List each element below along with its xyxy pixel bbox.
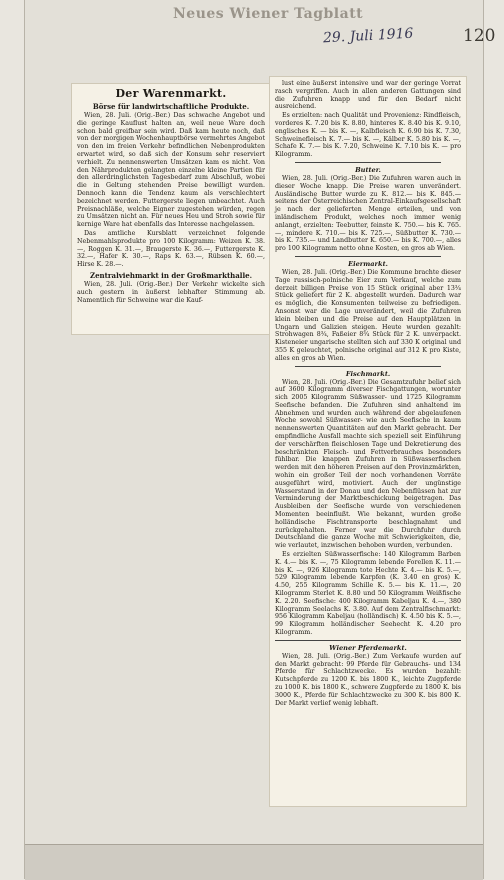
paragraph: Das amtliche Kursblatt verzeichnet folgende Nebenmahlsprodukte pro 100 Kilogramm: Weizen K. 38.—, Roggen K. 31.—, Braugerste K. 36.—, Futtergerste K. 32.—, Hafer K. 30.—, Raps K. 63.—, Rübsen K. 60.—, Hirse K. 28.—.: [77, 229, 265, 269]
paragraph: Wien, 28. Juli. (Orig.-Ber.) Das schwache Angebot und die geringe Kauflust halten an, weil neue Ware doch schon bald greifbar sein wird. Daß kam heute noch, daß von der morgigen Wochenhauptbörse vermehrtes Angebot von den im freien Verkehr befindlichen Nebenprodukten erwartet wird, so daß sich der Konsum sehr reserviert verhielt. Zu nennenswerten Umsätzen kam es nicht. Von den Nährprodukten gelangten einzelne kleine Partien für den allerdringlichsten Tagesbedarf zum Abschluß, wobei die in Geltung stehenden Preise bewilligt wurden. Dennoch kann die Tendenz kaum als verschlechtert bezeichnet werden. Futtergerste liegen unbeachtet. Auch Preisnachläße, welche Eigner zugestehen würden, regen zu Umsätzen nicht an. Für neues Heu und Stroh sowie für kernige Ware hat ebenfalls das Interesse nachgelassen.: [77, 112, 265, 229]
scan-bottom-strip: [25, 844, 483, 880]
clipping-left: [72, 84, 270, 334]
section-heading-butter: Butter.: [355, 165, 381, 174]
paragraph: Wien, 28. Juli. (Orig.-Ber.) Die Zufuhren waren auch in dieser Woche knapp. Die Preise waren unverändert. Ausländische Butter wurde zu K. 812.— bis K. 845.— seitens der Österreichischen Zentral-Einkaufsgesellschaft je nach der gelieferten Menge erteilen, und von inländischem Produkt, welches noch immer wenig anlangt, erzielten: Teebutter, feinste K. 750.— bis K. 765.—, mindere K. 710.— bis K. 725.—, Süßbutter K. 730.— bis K. 735.— und Landbutter K. 650.— bis K. 700.—, alles pro 100 Kilogramm netto ohne Kosten, en gros ab Wien.: [275, 174, 461, 253]
handwritten-date: 29. Juli 1916: [322, 25, 414, 47]
section-heading-pferdemarkt: Wiener Pferdemarkt.: [329, 643, 407, 652]
divider: [295, 256, 441, 257]
paragraph: Es erzielten: nach Qualität und Provenienz: Rindfleisch, vorderes K. 7.20 bis K. 8.80, hinteres K. 8.40 bis K. 9.10, englisches K. — bis K. —, Kalbfleisch K. 6.90 bis K. 7.30, Schweinefleisch K. 7.— bis K. —, Kälber K. 5.80 bis K. —, Schafe K. 7.— bis K. 7.20, Schweine K. 7.10 bis K. — pro Kilogramm.: [275, 112, 461, 159]
divider: [275, 640, 461, 641]
article-title: Der Warenmarkt.: [115, 87, 227, 100]
divider: [295, 162, 441, 163]
newspaper-name: Neues Wiener Tagblatt: [173, 6, 364, 22]
section-heading-fischmarkt: Fischmarkt.: [345, 369, 391, 378]
paragraph: Wien, 28. Juli. (Orig.-Ber.) Die Gesamtzufuhr belief sich auf 3600 Kilogramm diverser Fischgattungen, worunter sich 2005 Kilogramm Süßwasser- und 1725 Kilogramm Seefische befanden. Die Zufuhren sind anhaltend im Abnehmen und wurden auch während der abgelaufenen Woche sowohl Süßwasser- wie auch Seefische in kaum nennenswerten Quantitäten auf den Markt gebracht. Der empfindliche Ausfall machte sich speziell seit Einführung der verschärften fleischlosen Tage und Dekretierung des beschränkten Fleisch- und Fettverbrauches besonders fühlbar. Die knappen Zufuhren in Süßwasserfischen werden mit den höheren Preisen auf den Provinzmärkten, wohin ein großer Teil der noch vorhandenen Vorräte ausgeführt wird, motiviert. Auch der ungünstige Wasserstand in der Donau und den Nebenflüssen hat zur Verminderung der Marktbeschickung beigetragen. Das Ausbleiben der Seefische wurde von verschiedenen Momenten beeinflußt. Wie bekannt, wurden große holländische Fischtransporte beschlagnahmt und zurückgehalten. Ferner war die Durchfuhr durch Deutschland die ganze Woche mit Schwierigkeiten, die, wie verlautet, inzwischen behoben wurden, verbunden.: [275, 378, 461, 550]
paragraph: Wien, 28. Juli. (Orig.-Ber.) Der Verkehr wickelte sich auch gestern in äußerst lebhafter Stimmung ab. Namentlich für Schweine war die Kauf-: [77, 280, 265, 304]
section-heading-zentralviehmarkt: Zentralviehmarkt in der Großmarkthalle.: [89, 270, 253, 280]
page-number: 120: [463, 26, 496, 46]
divider: [295, 366, 441, 367]
section-heading-boerse: Börse für landwirtschaftliche Produkte.: [92, 102, 250, 111]
paragraph: Wien, 28. Juli. (Orig.-Ber.) Die Kommune brachte dieser Tage russisch-polnische Eier zum Verkauf, welche zum derzeit billigen Preise von 15 Stück original aber 13¾ Stück geliefert für 2 K. abgestellt wurden. Dadurch war es möglich, die Konsumenten teilweise zu befriedigen. Ansonst war die Lage unverändert, weil die Zufuhren klein bleiben und die Preise auf den Hauptplätzen in Ungarn und Galizien steigen. Heute wurden gezahlt: Strohwagen 8¾, Faßeier 8¾ Stück für 2 K. unverpackt. Kisteneier ungarische stellten sich auf 330 K original und 355 K geleuchtet, polnische original auf 312 K pro Kiste, alles en gros ab Wien.: [275, 268, 461, 362]
paragraph: Es erzielten Süßwasserfische: 140 Kilogramm Barben K. 4.— bis K. —, 75 Kilogramm lebende Forellen K. 11.— bis K. —, 926 Kilogramm tote Hechte K. 4.— bis K. 5.—, 529 Kilogramm lebende Karpfen (K. 3.40 en gros) K. 4.50, 255 Kilogramm Schille K. 5.— bis K. 11.—, 20 Kilogramm Sterlet K. 8.80 und 50 Kilogramm Weißfische K. 2.20. Seefische: 400 Kilogramm Kabeljau K. 4.—, 380 Kilogramm Seelachs K. 3.80. Auf dem Zentralfischmarkt: 956 Kilogramm Kabeljau (holländisch) K. 4.50 bis K. 5.—, 99 Kilogramm holländischer Seehecht K. 4.20 pro Kilogramm.: [275, 551, 461, 636]
clipping-right: [270, 77, 466, 806]
paragraph: lust eine äußerst intensive und war der geringe Vorrat rasch vergriffen. Auch in allen anderen Gattungen sind die Zufuhren knapp und für den Bedarf nicht ausreichend.: [275, 80, 461, 111]
paragraph: Wien, 28. Juli. (Orig.-Ber.) Zum Verkaufe wurden auf den Markt gebracht: 99 Pferde für Gebrauchs- und 134 Pferde für Schlachtzwecke. Es wurden bezahlt: Kutschpferde zu 1200 K. bis 1800 K., leichte Zugpferde zu 1000 K. bis 1800 K., schwere Zugpferde zu 1800 K. bis 3000 K., Pferde für Schlachtzwecke zu 300 K. bis 800 K. Der Markt verlief wenig lebhaft.: [275, 652, 461, 707]
section-heading-eiermarkt: Eiermarkt.: [348, 259, 388, 268]
